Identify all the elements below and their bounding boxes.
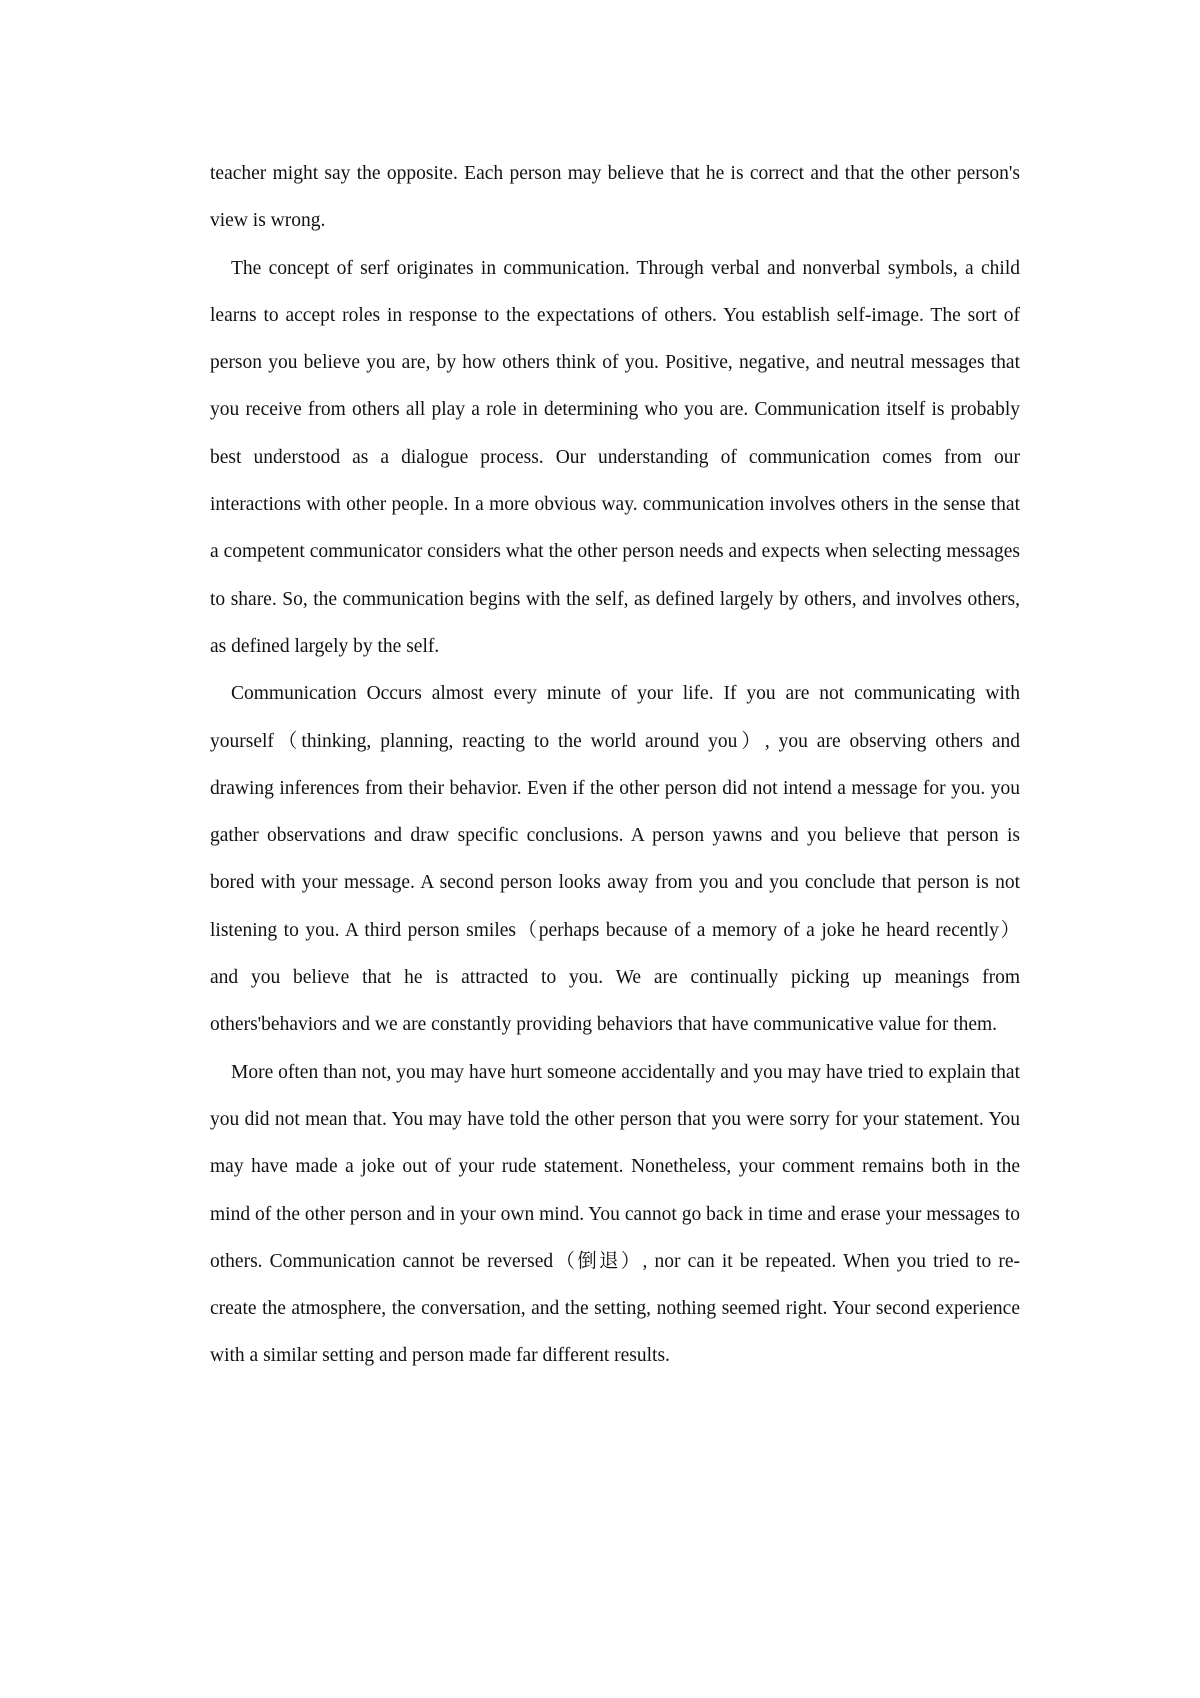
paragraph-4: More often than not, you may have hurt someone accidentally and you may have tried to explain that you did not mean that. You may have told the other person that you were sorry for your statement. You may have made a joke out of your rude statement. Nonetheless, your comment remains both in the mind of the other person and in your own mind. You cannot go back in time and erase your messages to others. Communication cannot be reversed（倒退）, nor can it be repeated. When you tried to re-create the atmosphere, the conversation, and the setting, nothing seemed right. Your second experience with a similar setting and person made far different results.: [210, 1061, 1020, 1367]
paragraph-2: The concept of serf originates in communication. Through verbal and nonverbal symbols, a child learns to accept roles in response to the expectations of others. You establish self-image. The sort of person you believe you are, by how others think of you. Positive, negative, and neutral messages that you receive from others all play a role in determining who you are. Communication itself is probably best understood as a dialogue process. Our understanding of communication comes from our interactions with other people. In a more obvious way. communication involves others in the sense that a competent communicator considers what the other person needs and expects when selecting messages to share. So, the communication begins with the self, as defined largely by others, and involves others, as defined largely by the self.: [210, 257, 1020, 657]
paragraph-1: teacher might say the opposite. Each person may believe that he is correct and that the other person's view is wrong.: [210, 163, 1020, 232]
document-page: [210, 150, 1020, 1380]
paragraph-3: Communication Occurs almost every minute of your life. If you are not communicating with yourself（thinking, planning, reacting to the world around you）, you are observing others and drawing inferences from their behavior. Even if the other person did not intend a message for you. you gather observations and draw specific conclusions. A person yawns and you believe that person is bored with your message. A second person looks away from you and you conclude that person is not listening to you. A third person smiles（perhaps because of a memory of a joke he heard recently） and you believe that he is attracted to you. We are continually picking up meanings from others'behaviors and we are constantly providing behaviors that have communicative value for them.: [210, 683, 1020, 1036]
